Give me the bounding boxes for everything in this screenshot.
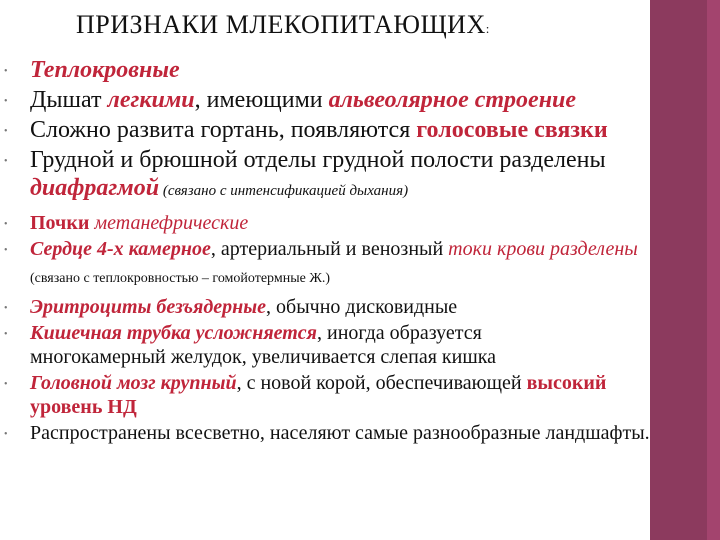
bullet-8-text-a: Кишечная трубка усложняется	[30, 322, 317, 344]
bullet-marker: •	[4, 126, 8, 137]
bullet-item	[0, 371, 640, 419]
bullet-item	[0, 116, 620, 144]
bullet-marker: •	[4, 329, 8, 340]
bullet-6-text-b: , артериальный и венозный	[210, 238, 449, 260]
bullet-item	[0, 295, 700, 319]
bullet-7-text-b: , обычно дисковидные	[266, 296, 458, 318]
bullet-2-text-b: легкими	[107, 87, 195, 113]
bullet-marker: •	[4, 379, 8, 390]
bullet-2-text-c: , имеющими	[194, 87, 329, 113]
bullet-2-text-d: альвеолярное строение	[328, 87, 577, 113]
bullet-9-text-a: Головной мозг крупный	[30, 372, 237, 394]
slide-title-colon: :	[485, 21, 490, 36]
bullet-6-text-a: Сердце 4-х камерное	[30, 238, 211, 260]
bullet-1-text: Теплокровные	[30, 57, 180, 83]
bullet-9-text-c: высокий уровень НД	[30, 372, 607, 418]
bullet-item	[0, 321, 620, 369]
bullet-item	[0, 211, 700, 235]
bullet-7-text-a: Эритроциты безъядерные	[30, 296, 267, 318]
bullet-marker: •	[4, 96, 8, 107]
bullet-3-text-b: голосовые связки	[416, 117, 608, 143]
bullet-3-text-a: Сложно развита гортань, появляются	[30, 117, 417, 143]
bullet-marker: •	[4, 156, 8, 167]
bullet-marker: •	[4, 429, 8, 440]
bullet-5-text-a: Почки	[30, 212, 95, 234]
bullet-2-text-a: Дышат	[30, 87, 108, 113]
bullet-4-text-c: (связано с интенсификацией дыхания)	[159, 183, 409, 199]
bullet-marker: •	[4, 245, 8, 256]
bullet-item	[0, 56, 700, 84]
slide-title-text: ПРИЗНАКИ МЛЕКОПИТАЮЩИХ	[76, 10, 486, 39]
bullet-10-text: Распространены всесветно, населяют самые разнообразные ландшафты.	[30, 422, 650, 444]
bullet-5-text-b: метанефрические	[94, 212, 249, 234]
bullet-9-text-b: , с новой корой, обеспечивающей	[236, 372, 527, 394]
bullet-item	[0, 237, 660, 291]
bullet-item	[0, 86, 700, 114]
bullet-marker: •	[4, 66, 8, 77]
slide-title	[76, 10, 490, 40]
bullet-marker: •	[4, 303, 8, 314]
bullet-item	[0, 146, 630, 205]
bullet-6-text-c: токи крови разделены	[448, 238, 638, 260]
bullet-8-text-b: , иногда образуется многокамерный желудок, увеличивается слепая кишка	[30, 322, 497, 368]
bullet-list	[0, 56, 700, 445]
bullet-item	[0, 421, 660, 445]
bullet-marker: •	[4, 219, 8, 230]
bullet-4-text-a: Грудной и брюшной отделы грудной полости разделены	[30, 147, 606, 173]
bullet-6-text-d: (связано с теплокровностью – гомойотермные Ж.)	[30, 271, 331, 286]
bullet-4-text-b: диафрагмой	[30, 175, 160, 201]
